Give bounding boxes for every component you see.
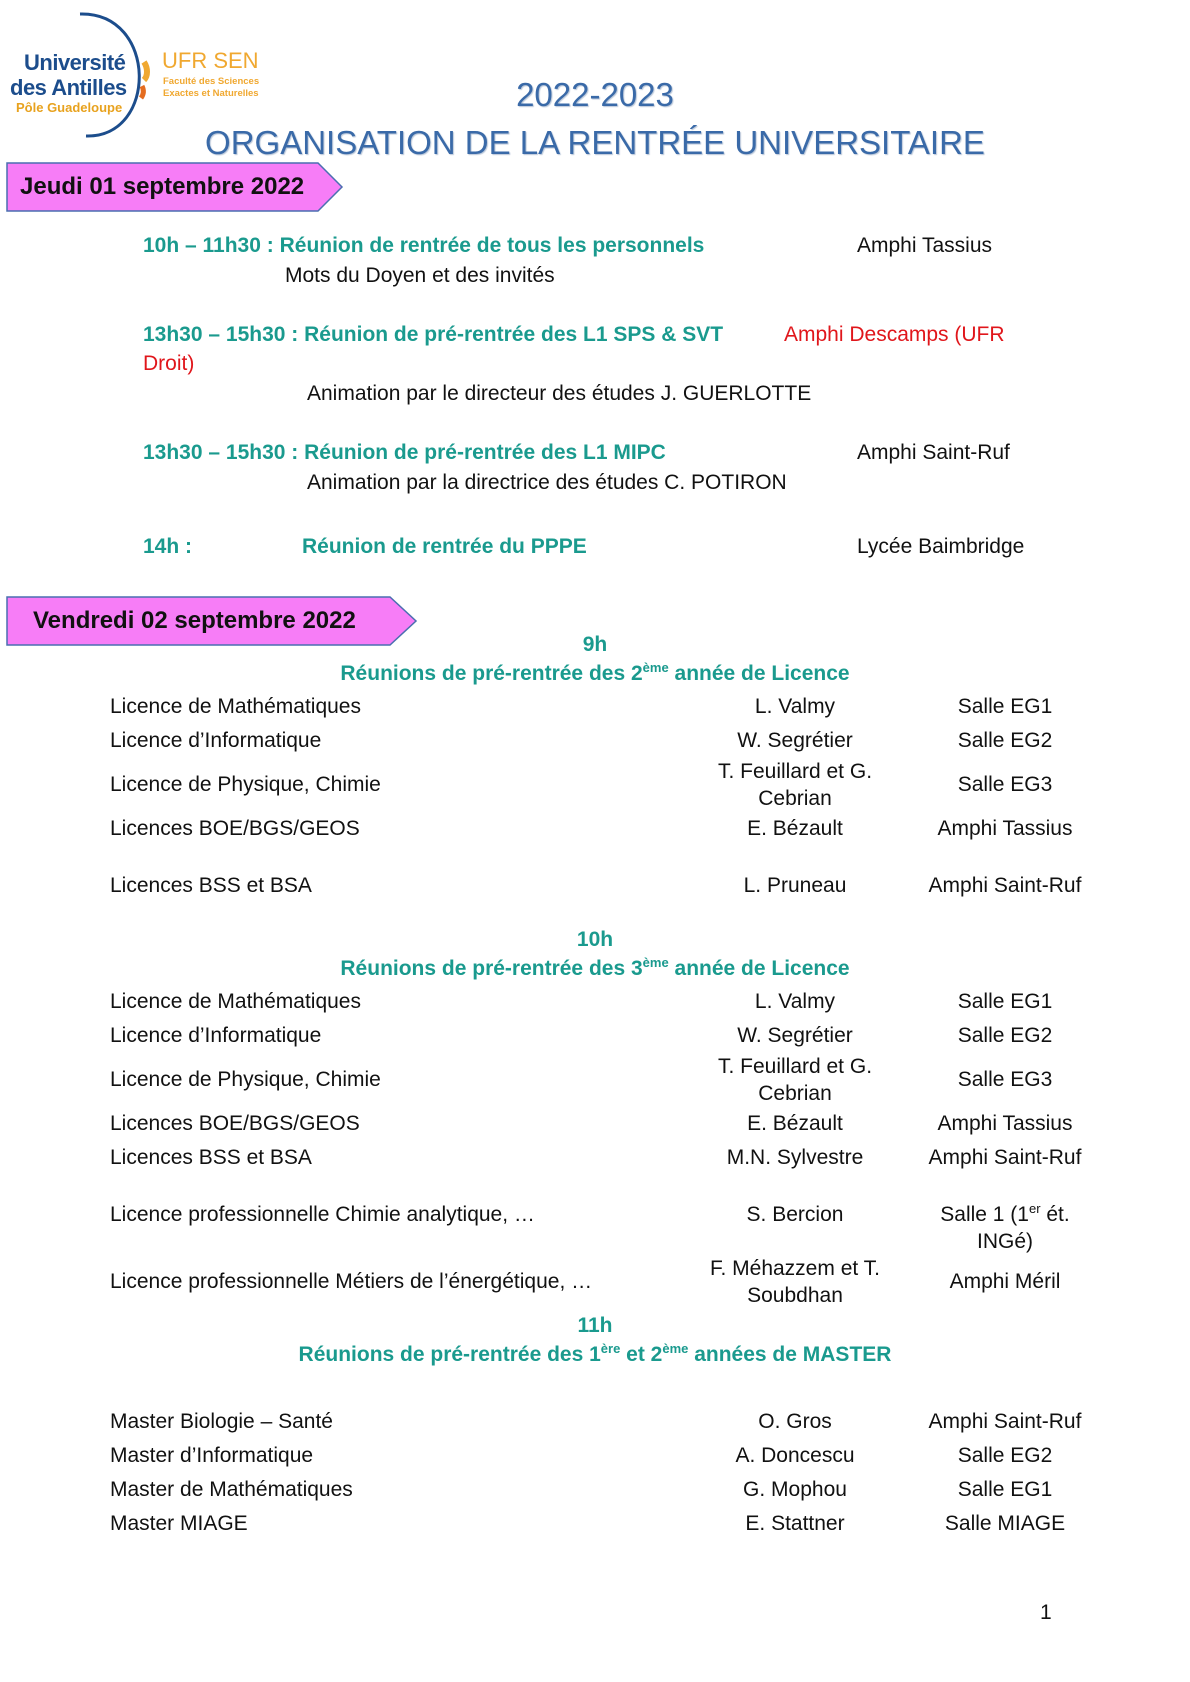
event-location-continued: Droit) xyxy=(143,352,195,375)
section-time: 10h xyxy=(576,928,614,951)
person-name: L. Pruneau xyxy=(743,874,847,897)
section-heading xyxy=(0,662,1190,686)
event-title: Réunion de pré-rentrée des L1 MIPC xyxy=(304,441,666,464)
room-name-continued: INGé) xyxy=(976,1230,1033,1253)
person-name: A. Doncescu xyxy=(735,1444,855,1467)
logo-university-line3: Pôle Guadeloupe xyxy=(16,100,123,115)
room-name xyxy=(910,1203,1100,1227)
room-name: Amphi Méril xyxy=(949,1270,1061,1293)
room-name: Amphi Tassius xyxy=(937,817,1073,840)
person-name: F. Méhazzem et T. xyxy=(709,1257,880,1280)
room-name: Salle EG1 xyxy=(957,990,1053,1013)
room-name: Amphi Tassius xyxy=(937,1112,1073,1135)
person-name: L. Valmy xyxy=(754,990,836,1013)
program-name: Licences BSS et BSA xyxy=(110,874,312,897)
program-name: Licence de Physique, Chimie xyxy=(110,1068,381,1091)
program-name: Licence d’Informatique xyxy=(110,729,322,752)
heading-text: Réunions de pré-rentrée des 2 xyxy=(340,662,643,685)
program-name: Master MIAGE xyxy=(110,1512,248,1535)
heading-text: année de Licence xyxy=(668,662,850,685)
room-name: Salle EG1 xyxy=(957,1478,1053,1501)
event-title: Réunion de pré-rentrée des L1 SPS & SVT xyxy=(304,323,724,346)
program-name: Licence de Physique, Chimie xyxy=(110,773,381,796)
section-time: 11h xyxy=(577,1314,613,1337)
event2-heading xyxy=(143,323,723,347)
logo-university-line2: des Antilles xyxy=(10,75,127,100)
heading-superscript: ère xyxy=(600,1341,621,1356)
room-name: Salle EG1 xyxy=(957,695,1053,718)
room-name: Salle EG2 xyxy=(957,1024,1053,1047)
person-name: M.N. Sylvestre xyxy=(726,1146,864,1169)
event-location: Amphi Descamps (UFR xyxy=(784,323,1005,346)
person-name: E. Bézault xyxy=(747,1112,843,1135)
heading-text: Réunions de pré-rentrée des 1 xyxy=(298,1343,601,1366)
event-detail: Animation par le directeur des études J. GUERLOTTE xyxy=(307,382,812,405)
program-name: Licences BOE/BGS/GEOS xyxy=(110,817,360,840)
heading-text: et 2 xyxy=(620,1343,663,1366)
person-name: T. Feuillard et G. xyxy=(717,1055,873,1078)
program-name: Licence professionnelle Métiers de l’énergétique, … xyxy=(110,1270,593,1293)
person-name-continued: Cebrian xyxy=(758,1082,832,1105)
person-name: E. Bézault xyxy=(747,817,843,840)
program-name: Master d’Informatique xyxy=(110,1444,314,1467)
event-time: 13h30 – 15h30 : xyxy=(143,441,305,464)
event1-heading xyxy=(143,234,704,258)
section-time: 9h xyxy=(582,633,608,656)
room-text: Salle 1 (1 xyxy=(940,1203,1029,1226)
room-name: Salle EG3 xyxy=(957,773,1053,796)
program-name: Licence professionnelle Chimie analytique, … xyxy=(110,1203,535,1226)
person-name: T. Feuillard et G. xyxy=(717,760,873,783)
room-text: ét. xyxy=(1040,1203,1070,1226)
person-name: S. Bercion xyxy=(746,1203,844,1226)
program-name: Licences BOE/BGS/GEOS xyxy=(110,1112,360,1135)
event-time: 14h : xyxy=(143,535,193,558)
person-name-continued: Soubdhan xyxy=(747,1284,843,1307)
room-name: Salle EG3 xyxy=(957,1068,1053,1091)
event-time: 10h – 11h30 : xyxy=(143,234,280,257)
heading-text: année de Licence xyxy=(668,957,850,980)
person-name: W. Segrétier xyxy=(737,729,853,752)
person-name: W. Segrétier xyxy=(737,1024,853,1047)
room-name: Salle EG2 xyxy=(957,1444,1053,1467)
heading-superscript: ème xyxy=(662,1341,689,1356)
section-heading xyxy=(0,1343,1190,1367)
person-name: O. Gros xyxy=(758,1410,832,1433)
person-name: E. Stattner xyxy=(745,1512,845,1535)
person-name: G. Mophou xyxy=(743,1478,847,1501)
document-year: 2022-2023 xyxy=(516,76,674,113)
heading-superscript: ème xyxy=(642,955,669,970)
event-detail: Animation par la directrice des études C. POTIRON xyxy=(307,471,787,494)
person-name: L. Valmy xyxy=(754,695,836,718)
event3-heading xyxy=(143,441,666,465)
event-location: Amphi Saint-Ruf xyxy=(857,441,1010,464)
program-name: Licence d’Informatique xyxy=(110,1024,322,1047)
person-name-continued: Cebrian xyxy=(758,787,832,810)
room-name: Salle MIAGE xyxy=(944,1512,1066,1535)
heading-text: Réunions de pré-rentrée des 3 xyxy=(340,957,643,980)
room-name: Amphi Saint-Ruf xyxy=(928,874,1082,897)
room-name: Salle EG2 xyxy=(957,729,1053,752)
day2-banner-label: Vendredi 02 septembre 2022 xyxy=(33,607,356,634)
room-name: Amphi Saint-Ruf xyxy=(928,1146,1082,1169)
event-detail: Mots du Doyen et des invités xyxy=(285,264,555,287)
room-name: Amphi Saint-Ruf xyxy=(928,1410,1082,1433)
program-name: Licences BSS et BSA xyxy=(110,1146,312,1169)
event-title: Réunion de rentrée du PPPE xyxy=(302,535,587,558)
university-logo xyxy=(8,10,278,140)
day1-banner-label: Jeudi 01 septembre 2022 xyxy=(20,173,305,200)
heading-text: années de MASTER xyxy=(688,1343,892,1366)
heading-superscript: ème xyxy=(642,660,669,675)
document-title: ORGANISATION DE LA RENTRÉE UNIVERSITAIRE xyxy=(205,124,985,161)
event-location: Lycée Baimbridge xyxy=(857,535,1025,558)
event-title: Réunion de rentrée de tous les personnels xyxy=(279,234,705,257)
program-name: Licence de Mathématiques xyxy=(110,990,361,1013)
program-name: Master de Mathématiques xyxy=(110,1478,353,1501)
program-name: Licence de Mathématiques xyxy=(110,695,361,718)
section-heading xyxy=(0,957,1190,981)
room-superscript: er xyxy=(1028,1201,1041,1216)
logo-ufr-sub2: Exactes et Naturelles xyxy=(163,88,259,99)
event-location: Amphi Tassius xyxy=(857,234,993,257)
day1-banner xyxy=(6,162,346,212)
page-number: 1 xyxy=(1040,1601,1052,1624)
event-time: 13h30 – 15h30 : xyxy=(143,323,305,346)
logo-ufr-sub1: Faculté des Sciences xyxy=(163,76,260,87)
program-name: Master Biologie – Santé xyxy=(110,1410,333,1433)
logo-ufr-name: UFR SEN xyxy=(162,48,259,73)
logo-university-line1: Université xyxy=(24,50,126,75)
